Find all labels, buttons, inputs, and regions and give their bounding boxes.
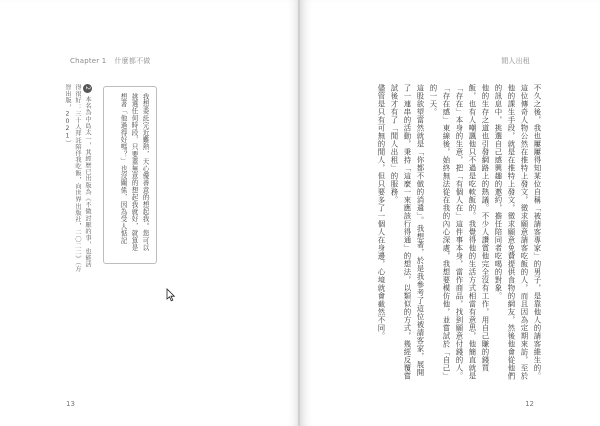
callout-text: 我想委託完近難熱，天心優善意的想起我。您可以挑選任何時段，只要蓋無意的想起我就好，就算是想著「他過得好嗎？」也沒關係，因為受人惦記 (119, 93, 149, 252)
right-body-text (304, 84, 544, 384)
quote-callout-box (103, 86, 157, 264)
chapter-header (70, 56, 150, 66)
chapter-title: 什麼都不做 (114, 57, 151, 65)
chapter-number: Chapter 1 (70, 57, 107, 65)
footnote (62, 84, 92, 274)
right-paragraph-2: 他的生存之道也引發網路上的熱議。不少人讚賞他完全沒有工作，用自己賺的錢買飯，也有人嘲諷他只不過是吃軟飯的。我覺得他的生活方式相當有意思，他簡直就是「存在」本身的生意，把「有個人在」這件事本身，當作商品，找到願意付錢的人。 (455, 84, 490, 380)
right-paragraph-3: 「存在感」東線後，始終無法從在我的內心深處，我想要模仿他，並嘗試於「自己」的一天。 (429, 84, 451, 380)
right-paragraph-1: 不久之後，我也屢屢得知某位自稱「被請客專家」的男子，是靠他人的請客維生的。這位傳奇人物公然在推特上發文，徵求願意請客吃飯的人，而且因為定期來訪，至於他的課生手段，就是在推特上發文，徵求願意免費提供食物的網友，然後他會從他們的訊息中，挑選自己感興趣的邀約，擔任陪同者吃喝的對象。 (494, 84, 542, 380)
mouse-pointer-icon (166, 288, 176, 302)
right-paragraph-4: 這股欲望當然就是「你都不做的消遣」。我想著，於是我參考了這位被請客家，展開了一連串的活動，秉持「這麼一來應該行得通」的想法，以類似的方式，幾經反覆嘗試後才有了「閒人出租」的服務。 (390, 84, 425, 380)
footnote-number: 2 (83, 84, 92, 93)
footnote-text: 本名為中島太一，其經歷已出版為《不做討厭的事，也能活得很好：三十人拜託陪伴我吃飯，向世界出版社，二〇二二》（方智出版，2021） (64, 84, 91, 273)
right-page-number: 12 (525, 400, 534, 408)
running-title: 閒人出租 (501, 57, 530, 65)
right-page (300, 0, 600, 426)
right-paragraph-5: 儘管是只有可無的閒人，但只要多了一個人在身邊，心境就會截然不同。 (377, 84, 386, 340)
left-page-number: 13 (66, 400, 75, 408)
